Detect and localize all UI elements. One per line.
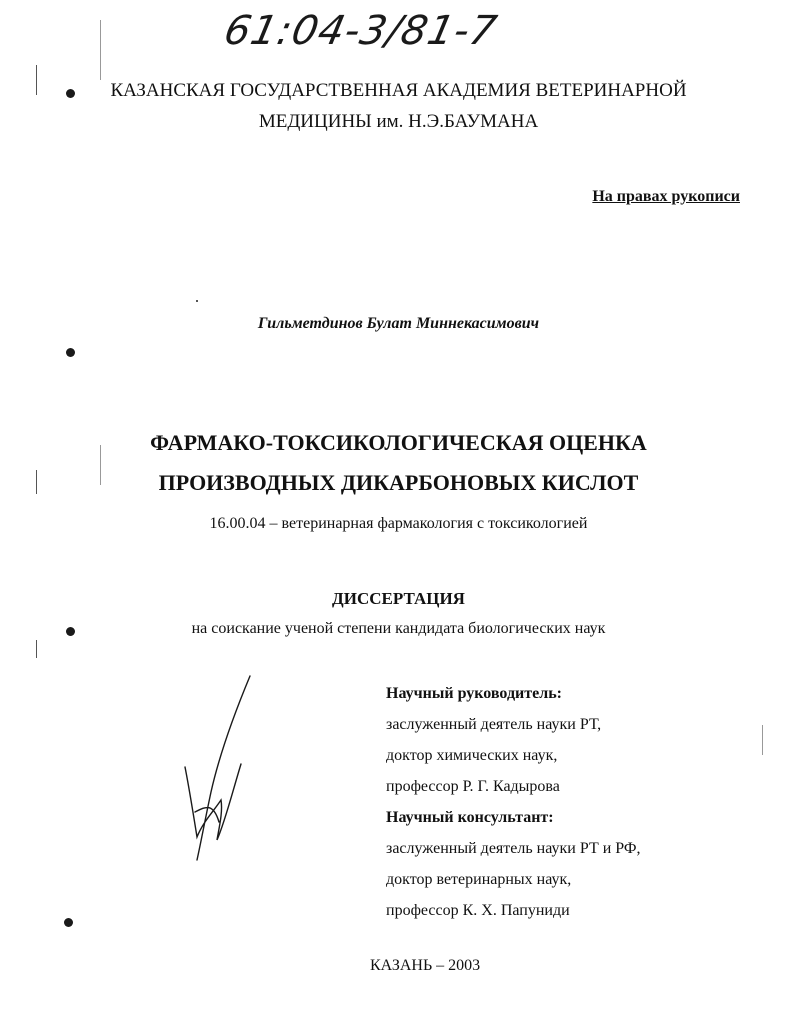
signature <box>175 672 265 872</box>
scan-dot <box>196 300 198 302</box>
specialty: 16.00.04 – ветеринарная фармакология с токсикологией <box>209 515 588 532</box>
supervisor-block <box>386 678 641 926</box>
supervisor-line: профессор Р. Г. Кадырова <box>386 778 560 795</box>
consultant-heading: Научный консультант: <box>386 809 554 826</box>
scan-edge-mark <box>100 20 101 80</box>
punch-hole <box>66 348 75 357</box>
scan-edge-mark <box>762 725 763 755</box>
supervisor-line: заслуженный деятель науки РТ, <box>386 716 602 733</box>
archive-number: 61:04-3/81-7 <box>220 8 502 54</box>
degree-line: на соискание ученой степени кандидата биологических наук <box>191 620 606 637</box>
supervisor-line: доктор химических наук, <box>386 747 558 764</box>
city-year: КАЗАНЬ – 2003 <box>370 957 481 974</box>
author-name: Гильметдинов Булат Миннекасимович <box>257 315 540 332</box>
dissertation-title-line-2: ПРОИЗВОДНЫХ ДИКАРБОНОВЫХ КИСЛОТ <box>158 470 639 495</box>
scan-edge-mark <box>36 640 37 658</box>
consultant-line: профессор К. Х. Папуниди <box>386 902 570 919</box>
punch-hole <box>64 918 73 927</box>
rights-note: На правах рукописи <box>592 188 740 205</box>
consultant-line: доктор ветеринарных наук, <box>386 871 572 888</box>
document-type: ДИССЕРТАЦИЯ <box>332 589 465 608</box>
institution-line-2: МЕДИЦИНЫ им. Н.Э.БАУМАНА <box>258 111 539 132</box>
supervisor-heading: Научный руководитель: <box>386 685 562 702</box>
institution-line-1: КАЗАНСКАЯ ГОСУДАРСТВЕННАЯ АКАДЕМИЯ ВЕТЕРИНАРНОЙ <box>110 80 687 101</box>
consultant-line: заслуженный деятель науки РТ и РФ, <box>386 840 641 857</box>
dissertation-title-line-1: ФАРМАКО-ТОКСИКОЛОГИЧЕСКАЯ ОЦЕНКА <box>150 430 647 455</box>
